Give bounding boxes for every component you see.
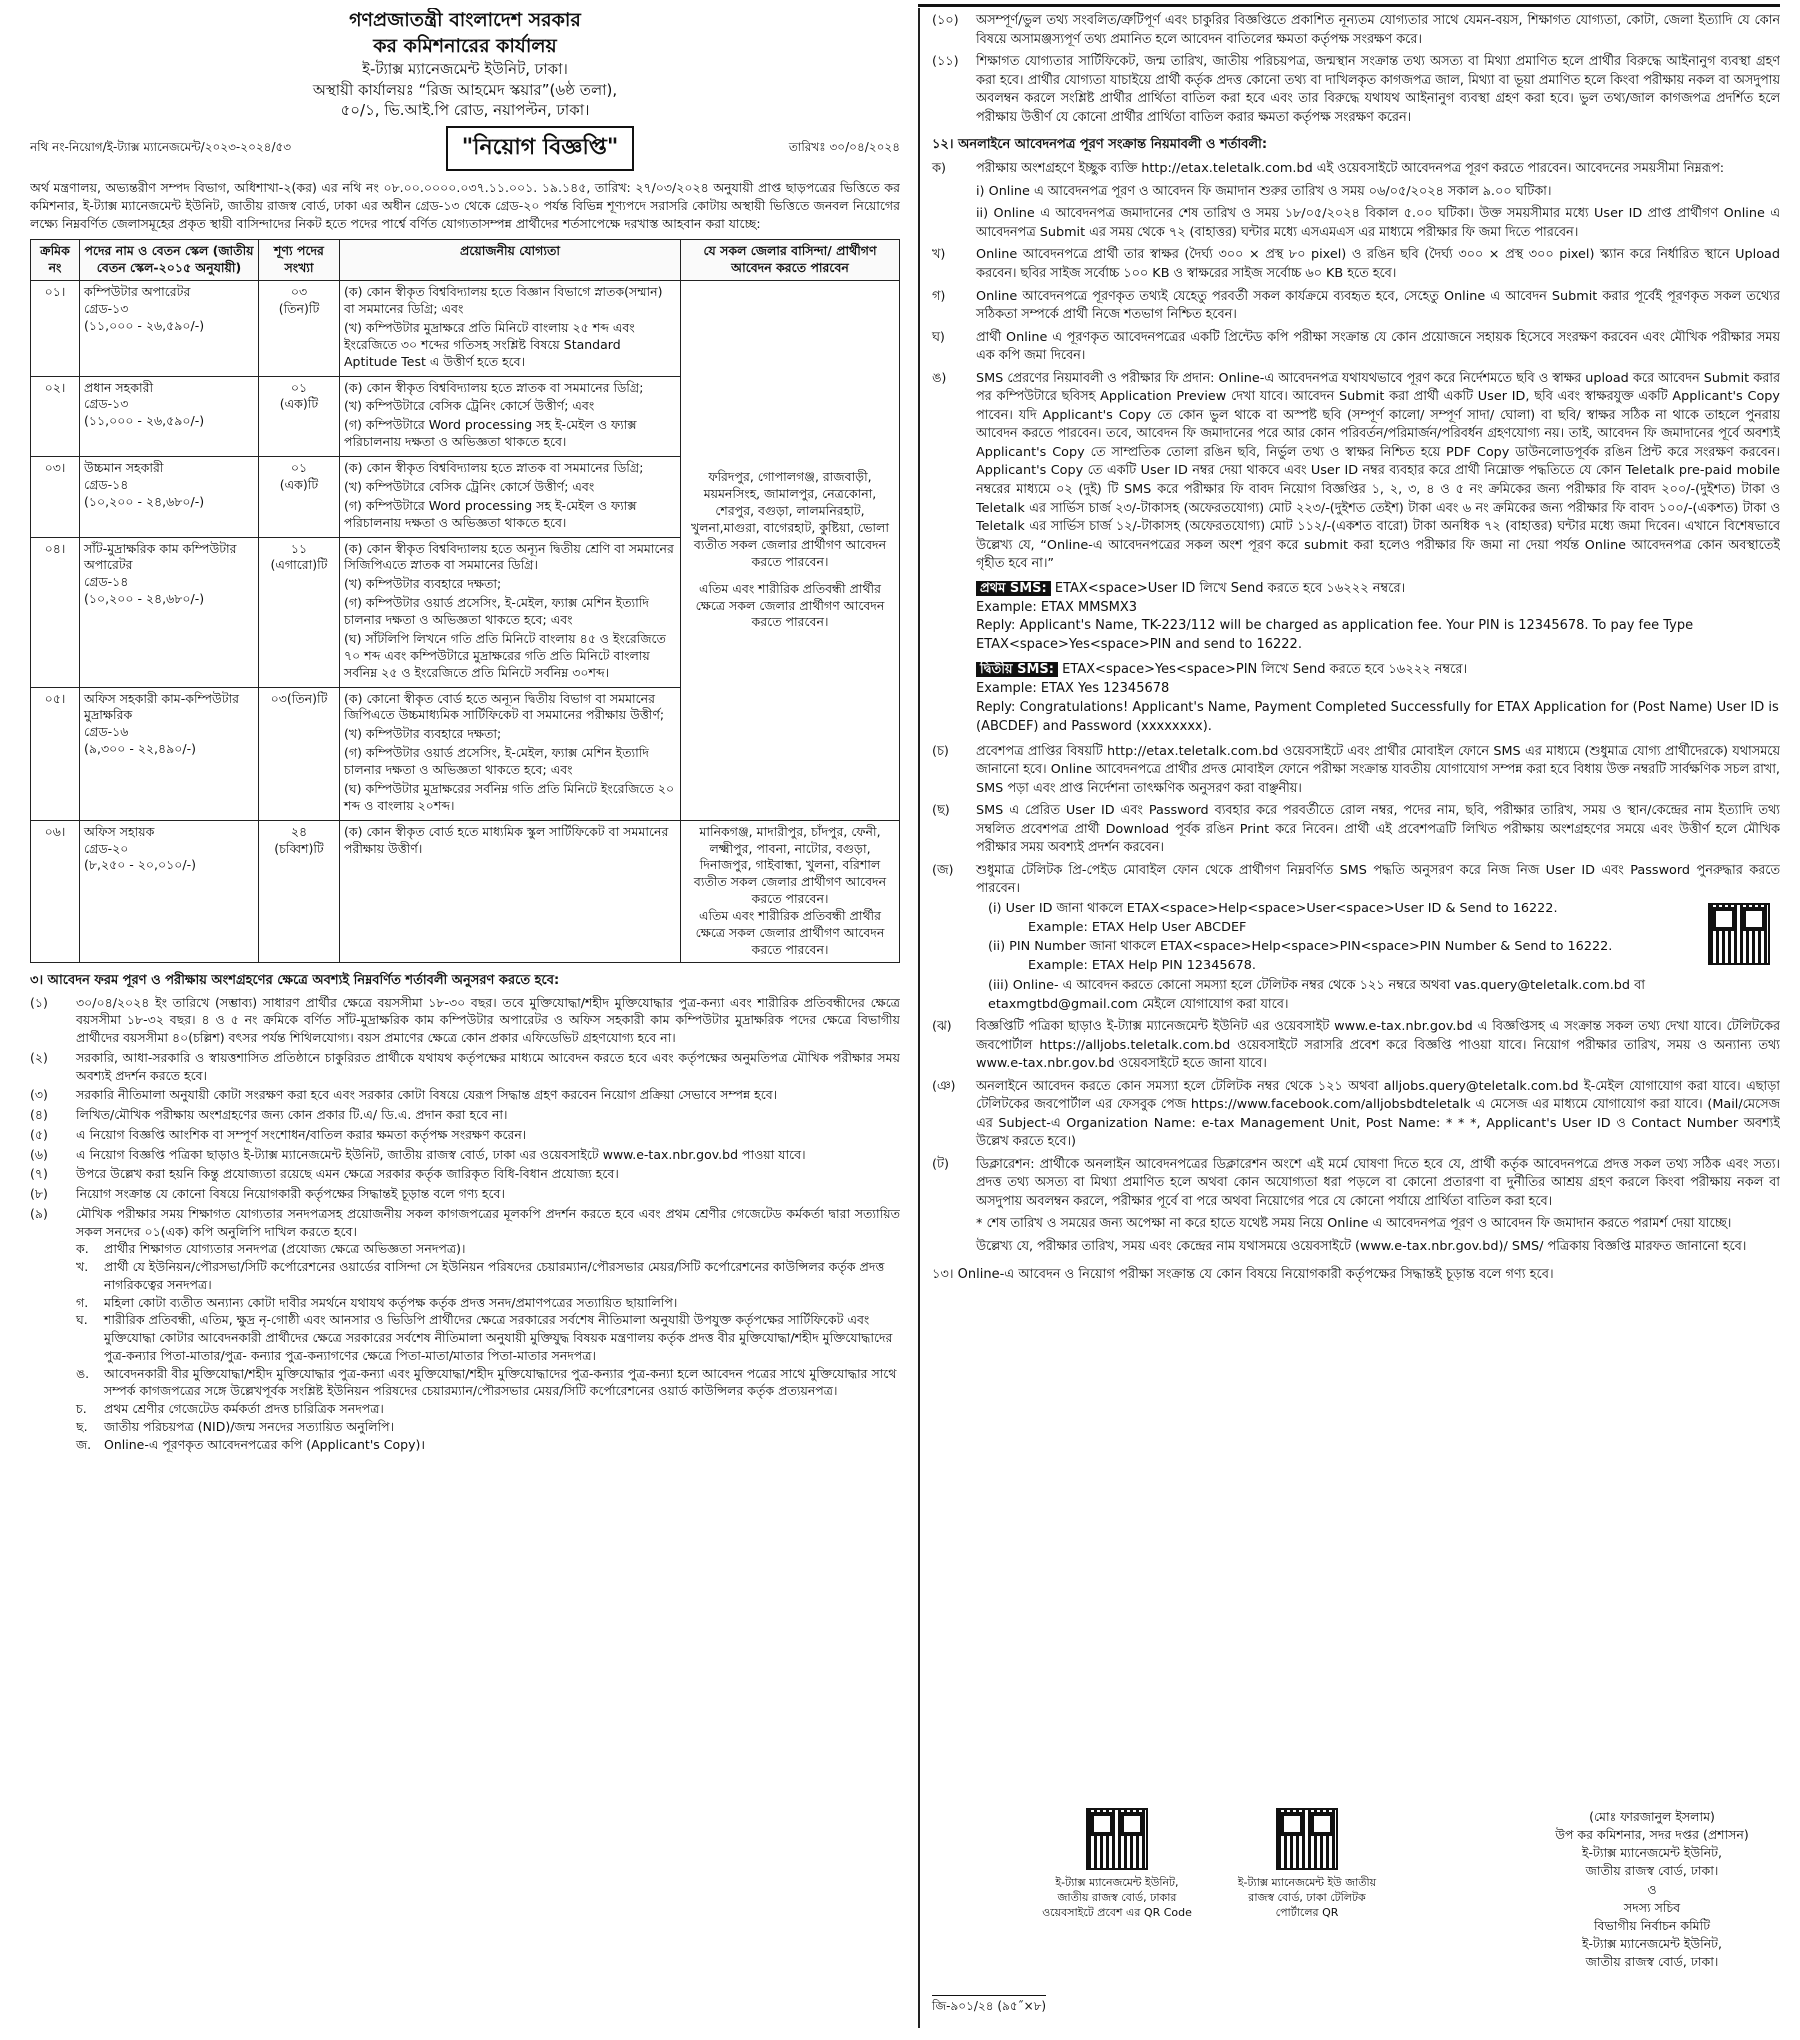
cell-post: [80, 537, 259, 687]
col-header-quals: প্রয়োজনীয় যোগ্যতা: [340, 240, 681, 281]
cell-districts: [681, 820, 900, 962]
item-text: প্রথম শ্রেণীর গেজেটেড কর্মকর্তা প্রদত্ত চারিত্রিক সনদপত্র।: [104, 1401, 384, 1417]
cell-count: [259, 281, 340, 376]
sms1-text: ETAX<space>User ID লিখে Send করতে হবে ১৬২২২ নম্বরে।: [1050, 580, 1406, 596]
cell-sl: [31, 281, 80, 376]
list-item: [932, 12, 1780, 49]
vacancy-count-words: (এগারো)টি: [270, 557, 328, 573]
header: [30, 8, 900, 120]
item-number: (৩): [30, 1087, 48, 1103]
item-ka-i: [932, 183, 1780, 202]
label: (ছ): [932, 803, 950, 819]
cell-quals: [340, 687, 681, 820]
item-umo: [932, 370, 1780, 574]
conditions-title: ৩। আবেদন ফরম পূরণ ও পরীক্ষায় অংশগ্রহণের ক্ষেত্রে অবশ্যই নিম্নবর্ণিত শর্তাবলী অনুসরণ করতে হবে:: [30, 972, 560, 988]
label: (জ): [932, 862, 954, 878]
qualification: (গ) কম্পিউটারে Word processing সহ ই-মেইল ও ফ্যাক্স পরিচালনায় দক্ষতা ও অভিজ্ঞতা থাকতে হবে।: [344, 497, 637, 530]
item-number: (৪): [30, 1107, 48, 1123]
post-name: প্রধান সহকারী: [84, 379, 154, 395]
vacancy-count-words: (তিন)টি: [278, 301, 320, 317]
pay-scale: (১০,২০০ - ২৪,৬৮০/-): [84, 493, 205, 509]
cell-quals: [340, 376, 681, 457]
label: (ট): [932, 1156, 949, 1172]
item-number: (৯): [30, 1205, 48, 1221]
vacancy-count: ০৩: [290, 284, 308, 300]
text: Online আবেদনপত্রে পূরণকৃত তথ্যই যেহেতু পরবর্তী সকল কার্যক্রমে ব্যবহৃত হবে, সেহেতু Online এ আবেদন Submit করার পূর্বেই পূরণকৃত সকল তথ্যের সঠিকতা সম্পর্কে প্রার্থী নিজে শতভাগ নিশ্চিত হবেন।: [976, 288, 1780, 323]
cell-count: [259, 376, 340, 457]
list-item: [30, 1146, 900, 1164]
item-number: (১): [30, 994, 48, 1010]
sig-line: বিভাগীয় নির্বাচন কমিটি: [1593, 1917, 1711, 1933]
qualification: (গ) কম্পিউটার ওয়ার্ড প্রসেসিং, ই-মেইল, ফ্যাক্স মেশিন ইত্যাদি চালনার দক্ষতা ও অভিজ্ঞতা থাকতে হবে; এবং: [344, 595, 649, 628]
item-ja: [932, 862, 1780, 899]
label: (ঞ): [932, 1078, 956, 1094]
ja-i-example: Example: ETAX Help User ABCDEF: [1028, 920, 1247, 936]
qualification: (ঘ) কম্পিউটার মুদ্রাক্ষরের সর্বনিম্ন গতি প্রতি মিনিটে ইংরেজিতে ২০ শব্দ ও বাংলায় ২০শব্দ।: [344, 780, 675, 813]
item-ka-ii: [932, 205, 1780, 242]
note-2: উল্লেখ্য যে, পরীক্ষার তারিখ, সময় এবং কেন্দ্রের নাম যথাসময়ে ওয়েবসাইটে (www.e-tax.nbr.gov.bd)/ SMS/ পত্রিকায় বিজ্ঞপ্তি মারফত জানানো হবে।: [976, 1239, 1747, 1255]
cell-sl: [31, 820, 80, 962]
post-name: উচ্চমান সহকারী: [84, 460, 164, 476]
item-number: (১০): [932, 13, 959, 28]
list-item: [30, 1086, 900, 1104]
pay-scale: (৯,৩০০ - ২২,৪৯০/-): [84, 741, 196, 757]
post-name: অফিস সহায়ক: [84, 823, 155, 839]
sig-line: ই-ট্যাক্স ম্যানেজমেন্ট ইউনিট,: [1582, 1845, 1722, 1861]
sms2-tag: দ্বিতীয় SMS:: [976, 662, 1058, 677]
qualification: (ক) কোন স্বীকৃত বিশ্ববিদ্যালয় হতে অন্যূন দ্বিতীয় শ্রেণি বা সমমানের সিজিপিএতে স্নাতক বা সমমানের ডিগ্রি।: [344, 540, 674, 573]
item-text: প্রার্থীর শিক্ষাগত যোগ্যতার সনদপত্র (প্রযোজ্য ক্ষেত্রে অভিজ্ঞতা সনদপত্র)।: [104, 1241, 466, 1257]
cell-count: [259, 687, 340, 820]
text: পরীক্ষায় অংশগ্রহণে ইচ্ছুক ব্যক্তি http://etax.teletalk.com.bd এই ওয়েবসাইটে আবেদনপত্র পূরণ করতে পারবেন। আবেদনের সময়সীমা নিম্নরূপ:: [976, 161, 1725, 177]
cell-sl: [31, 457, 80, 538]
item-text: ৩০/০৪/২০২৪ ইং তারিখে (সম্ভাব্য) সাধারণ প্রার্থীর ক্ষেত্রে বয়সসীমা ১৮-৩০ বছর। তবে মুক্তিযোদ্ধা/শহীদ মুক্তিযোদ্ধার পুত্র-কন্যা এবং শারীরিক প্রতিবন্ধীদের ক্ষেত্রে বয়সসীমা ১৮-৩২ বছর। ৪ ও ৫ নং ক্রমিকে বর্ণিত সাঁট-মুদ্রাক্ষরিক কাম কম্পিউটার অপারেটর ও অফিস সহকারী কাম কম্পিউটার মুদ্রাক্ষরিক পদের ক্ষেত্রে বিভাগীয় প্রার্থীদের বয়সসীমা ৪০(চল্লিশ) বৎসর পর্যন্ত শিথিলযোগ্য। বয়স প্রমাণের ক্ষেত্রে কোন প্রকার এফিডেভিট গ্রহণযোগ্য হবে না।: [76, 994, 900, 1046]
text: Online আবেদনপত্রে প্রার্থী তার স্বাক্ষর (দৈর্ঘ্য ৩০০ × প্রস্থ ৮০ pixel) ও রঙিন ছবি (দৈর্ঘ্য ৩০০ × প্রস্থ ৩০০ pixel) স্ক্যান করে নির্ধারিত স্থানে Upload করবেন। ছবির সাইজ সর্বোচ্চ ১০০ KB ও স্বাক্ষরের সাইজ সর্বোচ্চ ৬০ KB হতে হবে।: [976, 247, 1780, 282]
item-gha: [932, 329, 1780, 366]
vacancy-count: ০১: [290, 460, 308, 476]
section-12-title: ১২। অনলাইনে আবেদনপত্র পূরণ সংক্রান্ত নিয়মাবলী ও শর্তাবলী:: [932, 137, 1268, 153]
list-item: [30, 1165, 900, 1183]
text: ii) Online এ আবেদনপত্র জমাদানের শেষ তারিখ ও সময় ১৮/০৫/২০২৪ বিকাল ৫.০০ ঘটিকা। উক্ত সময়সীমার মধ্যে User ID প্রাপ্ত প্রার্থীগণ Online এ আবেদনপত্র Submit এর সময় থেকে ৭২ (বাহাত্তর) ঘন্টার মধ্যে এসএমএস এর মাধ্যমে পরীক্ষার ফি জমা দিতে পারবেন।: [976, 206, 1780, 240]
sms1-reply: Reply: Applicant's Name, TK-223/112 will be charged as application fee. Your PIN is 12345678. To pay fee Type ETAX<space>Yes<space>PIN and send to 16222.: [976, 618, 1694, 653]
ad-code: জি-৯০১/২৪ (৯৫˝×৮): [932, 1995, 1046, 2018]
item-text: মৌখিক পরীক্ষার সময় শিক্ষাগত যোগ্যতার সনদপত্রসহ প্রয়োজনীয় সকল কাগজপত্রের মূলকপি প্রদর্শন করতে হবে এবং প্রথম শ্রেণীর গেজেটেড কর্মকর্তা দ্বারা সত্যায়িত সকল সনদের ০১(এক) কপি অনুলিপি দাখিল করতে হবে।: [76, 1205, 900, 1239]
item-number: (১১): [932, 54, 959, 70]
item-text: উপরে উল্লেখ করা হয়নি কিন্তু প্রযোজ্যতা রয়েছে এমন ক্ষেত্রে সরকার কর্তৃক জারিকৃত বিধি-বিধান প্রযোজ্য হবে।: [76, 1166, 619, 1182]
ja-ii-example: Example: ETAX Help PIN 12345678.: [1028, 958, 1256, 974]
vacancy-count: ১১: [290, 540, 308, 556]
pay-scale: (১১,০০০ - ২৬,৫৯০/-): [84, 317, 205, 333]
posts-table: [30, 239, 900, 962]
header-line4: অস্থায়ী কার্যালয়ঃ “রিজ আহমেদ স্কয়ার”(৬ষ্ঠ তলা),: [312, 80, 618, 99]
conditions-list: [30, 994, 900, 1241]
qualification: (খ) কম্পিউটার ব্যবহারে দক্ষতা;: [344, 726, 502, 742]
post-name: অফিস সহকারী কাম-কম্পিউটার মুদ্রাক্ষরিক: [84, 690, 240, 723]
sms1-tag: প্রথম SMS:: [976, 581, 1051, 596]
qr1-caption: ই-ট্যাক্স ম্যানেজমেন্ট ইউনিট, জাতীয় রাজস্ব বোর্ড, ঢাকার ওয়েবসাইটে প্রবেশ এর QR Code: [1042, 1876, 1192, 1919]
item-text: সরকারি নীতিমালা অনুযায়ী কোটা সংরক্ষণ করা হবে এবং সরকার কোটা বিষয়ে যেরূপ সিদ্ধান্ত গ্রহণ করবেন নিয়োগ প্রক্রিয়া সেভাবে সম্পন্ন হবে।: [76, 1087, 778, 1103]
item-number: ঙ.: [76, 1365, 90, 1381]
col-header-count: শূণ্য পদের সংখ্যা: [259, 240, 340, 281]
cell-quals: [340, 281, 681, 376]
cell-count: [259, 537, 340, 687]
sig-line: জাতীয় রাজস্ব বোর্ড, ঢাকা।: [1585, 1863, 1719, 1879]
districts-text: ফরিদপুর, গোপালগঞ্জ, রাজবাড়ী, ময়মনসিংহ, জামালপুর, নেত্রকোনা, শেরপুর, বগুড়া, লালমনিরহাট, খুলনা,মাগুরা, বাগেরহাট, কুষ্টিয়া, ভোলা ব্যতীত সকল জেলার প্রার্থীগণ আবেদন করতে পারবেন।: [690, 469, 889, 569]
serial: ০৪।: [44, 540, 66, 556]
item-text: জাতীয় পরিচয়পত্র (NID)/জন্ম সনদের সত্যায়িত অনুলিপি।: [104, 1418, 395, 1434]
post-grade: গ্রেড-১৪: [84, 476, 129, 492]
cell-sl: [31, 687, 80, 820]
text: i) Online এ আবেদনপত্র পূরণ ও আবেদন ফি জমাদান শুরুর তারিখ ও সময় ০৬/০৫/২০২৪ সকাল ৯.০০ ঘটিকা।: [976, 183, 1552, 199]
list-item: [76, 1258, 900, 1294]
item-text: শারীরিক প্রতিবন্ধী, এতিম, ক্ষুদ্র নৃ-গোষ্ঠী এবং আনসার ও ভিডিপি প্রার্থীদের ক্ষেত্রে সরকারের সর্বশেষ নীতিমালা অনুযায়ী উপযুক্ত কর্তৃপক্ষের সার্টিফিকেট এবং মুক্তিযোদ্ধা কোটার আবেদনকারী প্রার্থীদের ক্ষেত্রে সরকারের সর্বশেষ নীতিমালা অনুযায়ী মুক্তিযুদ্ধ বিষয়ক মন্ত্রণালয় কর্তৃক প্রদত্ত বীর মুক্তিযোদ্ধা/শহীদ মুক্তিযোদ্ধাদের পুত্র-কন্যার পিতা-মাতার/পুত্র- কন্যার পুত্র-কন্যাগণের ক্ষেত্রে পিতা-মাতা/মাতার পিতা-মাতার সনদপত্র।: [104, 1312, 893, 1363]
item-text: সরকারি, আধা-সরকারি ও স্বায়ত্তশাসিত প্রতিষ্ঠানে চাকুরিরত প্রার্থীকে যথাযথ কর্তৃপক্ষের মাধ্যমে আবেদন করতে হবে এবং কর্তৃপক্ষের অনুমতিপত্র মৌখিক পরীক্ষার সময় অবশ্যই প্রদর্শন করতে হবে।: [76, 1049, 900, 1083]
qualification: (ক) কোন স্বীকৃত বিশ্ববিদ্যালয় হতে স্নাতক বা সমমানের ডিগ্রি;: [344, 379, 644, 395]
item-number: (২): [30, 1049, 48, 1065]
qr-code-icon: [1708, 903, 1770, 965]
item-text: Online-এ পূরণকৃত আবেদনপত্রের কপি (Applicant's Copy)।: [104, 1436, 426, 1452]
districts-note: এতিম এবং শারীরিক প্রতিবন্ধী প্রার্থীর ক্ষেত্রে সকল জেলার প্রার্থীগণ আবেদন করতে পারবেন।: [695, 580, 885, 630]
item-ka: [932, 160, 1780, 179]
cell-post: [80, 281, 259, 376]
item-number: ক.: [76, 1241, 89, 1257]
label: ক): [932, 161, 946, 177]
label: ঘ): [932, 329, 945, 345]
sms1-example: Example: ETAX MMSMX3: [976, 599, 1138, 615]
list-item: [932, 53, 1780, 127]
post-grade: গ্রেড-২০: [84, 840, 129, 856]
item-text: এ নিয়োগ বিজ্ঞপ্তি পত্রিকা ছাড়াও ই-ট্যাক্স ম্যানেজমেন্ট ইউনিট, জাতীয় রাজস্ব বোর্ড, ঢাকা এর ওয়েবসাইটে www.e-tax.nbr.gov.bd পাওয়া যাবে।: [76, 1146, 806, 1162]
districts-note: এতিম এবং শারীরিক প্রতিবন্ধী প্রার্থীর ক্ষেত্রে সকল জেলার প্রার্থীগণ আবেদন করতে পারবেন।: [695, 908, 885, 957]
label: (চ): [932, 743, 949, 759]
header-line1: গণপ্রজাতন্ত্রী বাংলাদেশ সরকার: [349, 9, 581, 31]
item-number: জ.: [76, 1436, 92, 1452]
post-name: কম্পিউটার অপারেটর: [84, 284, 191, 300]
sms2-example: Example: ETAX Yes 12345678: [976, 680, 1170, 696]
list-item: [76, 1311, 900, 1364]
qr-block-1: [1042, 1808, 1192, 1921]
post-grade: গ্রেড-১৩: [84, 301, 129, 317]
cell-sl: [31, 537, 80, 687]
notice-date: তারিখঃ ৩০/০৪/২০২৪: [788, 139, 900, 154]
conditions-continued: [932, 12, 1780, 127]
cell-post: [80, 687, 259, 820]
sig-line: উপ কর কমিশনার, সদর দপ্তর (প্রশাসন): [1555, 1827, 1749, 1843]
conditions-sublist: [30, 1240, 900, 1453]
list-item: [76, 1436, 900, 1454]
list-item: [76, 1365, 900, 1401]
qualification: (ক) কোন স্বীকৃত বিশ্ববিদ্যালয় হতে স্নাতক বা সমমানের ডিগ্রি;: [344, 460, 644, 476]
item-number: (৫): [30, 1126, 48, 1142]
vacancy-count-words: (এক)টি: [279, 396, 319, 412]
note-1: * শেষ তারিখ ও সময়ের জন্য অপেক্ষা না করে হাতে যথেষ্ট সময় নিয়ে Online এ আবেদনপত্র পূরণ ও আবেদন ফি জমাদান করতে পরামর্শ দেয়া যাচ্ছে।: [976, 1216, 1732, 1232]
text: SMS এ প্রেরিত User ID এবং Password ব্যবহার করে পরবর্তীতে রোল নম্বর, পদের নাম, ছবি, পরীক্ষার তারিখ, সময় ও স্থান/কেন্দ্রের নাম ইত্যাদি তথ্য সম্বলিত প্রবেশপত্র প্রার্থী Download পূর্বক রঙিন Print করে নিবেন। প্রার্থী এই প্রবেশপত্রটি লিখিত পরীক্ষায় অংশগ্রহণের সময়ে এবং উত্তীর্ণ হলে মৌখিক পরীক্ষার সময় অবশ্যই প্রদর্শন করবেন।: [976, 803, 1780, 856]
item-ga: [932, 288, 1780, 325]
label: গ): [932, 288, 946, 304]
ja-block: [932, 899, 1780, 1014]
text: শুধুমাত্র টেলিটক প্রি-পেইড মোবাইল ফোন থেকে প্রার্থীগণ নিম্নবর্ণিত SMS পদ্ধতি অনুসরণ করে নিজ নিজ User ID এবং Password পুনরুদ্ধার করতে পারবেন।: [976, 862, 1780, 897]
sms-second: [976, 661, 1780, 736]
qualification: (গ) কম্পিউটারে Word processing সহ ই-মেইল ও ফ্যাক্স পরিচালনায় দক্ষতা ও অভিজ্ঞতা থাকতে হবে।: [344, 417, 637, 450]
sig-line: ই-ট্যাক্স ম্যানেজমেন্ট ইউনিট,: [1582, 1935, 1722, 1951]
text: SMS প্রেরণের নিয়মাবলী ও পরীক্ষার ফি প্রদান: Online-এ আবেদনপত্র যথাযথভাবে পূরণ করে নির্দেশমতে ছবি ও স্বাক্ষর upload করে আবেদন Submit করার পর কম্পিউটারে ছবিসহ Application Preview দেখা যাবে। আবেদন Submit করা প্রার্থী একটি User ID, ছবি এবং স্বাক্ষরযুক্ত একটি Applicant's Copy পাবেন। যদি Applicant's Copy তে কোন ভুল থাকে বা অস্পষ্ট ছবি (সম্পূর্ণ কালো/ সম্পূর্ণ সাদা/ ঘোলা) বা ছবি/ স্বাক্ষর সঠিক না থাকে তাহলে পুনরায় আবেদন করতে পারবেন। তবে, আবেদন ফি জমাদানের পরে আর কোন পরিবর্তন/পরিমার্জন/পরিবর্ধন গ্রহণযোগ্য নয়। তাই, আবেদন ফি জমাদানের পূর্বে অবশ্যই Applicant's Copy তে সাম্প্রতিক তোলা রঙিন ছবি, নির্ভুল তথ্য ও স্বাক্ষর নিশ্চিত হয়ে PDF Copy ডাউনলোডপূর্বক রঙিন প্রিন্ট করে সংরক্ষণ করবেন। Applicant's Copy তে একটি User ID নম্বর দেয়া থাকবে এবং User ID নম্বর ব্যবহার করে প্রার্থী নিম্নোক্ত পদ্ধতিতে যে কোন Teletalk pre-paid mobile নম্বরের মাধ্যমে ০২ (দুই) টি SMS করে পরীক্ষার ফি বাবদ নিয়োগ বিজ্ঞপ্তির ১, ২, ৩, ৪ ও ৫ নং ক্রমিকের জন্য পরীক্ষার ফি বাবদ ২০০/-(দুইশত) টাকা ও Teletalk এর সার্ভিস চার্জ ২৩/-টাকাসহ (অফেরতযোগ্য) মোট ২২৩/-(দুইশত তেইশ) টাকা এবং ৬ নং ক্রমিকের জন্য পরীক্ষার ফি বাবদ ১০০/-(একশত) টাকা ও Teletalk এর সার্ভিস চার্জ ১২/-টাকাসহ (অফেরতযোগ্য) মোট ১১২/-(একশত বারো) টাকা অনধিক ৭২ (বাহাত্তর) ঘন্টার মধ্যে জমা দিবেন। এখানে বিশেষভাবে উল্লেখ্য যে, “Online-এ আবেদনপত্রের সকল অংশ পূরণ করে submit করা হলেও পরীক্ষার ফি জমা না দেয়া পর্যন্ত Online আবেদনপত্র কোন অবস্থাতেই গৃহীত হবে না।”: [976, 370, 1780, 572]
memo-row: [30, 126, 900, 171]
item-text: অসম্পূর্ণ/ভুল তথ্য সংবলিত/ত্রুটিপূর্ণ এবং চাকুরির বিজ্ঞপ্তিতে প্রকাশিত নূন্যতম যোগ্যতার সাথে যেমন-বয়স, শিক্ষাগত যোগ্যতা, কোটা, জেলা ইত্যাদি যে কোন বিষয়ে অসামঞ্জস্যপূর্ণ তথ্য প্রমানিত হলে আবেদন বাতিলের ক্ষমতা কর্তৃপক্ষ সংরক্ষণ করে।: [976, 13, 1780, 47]
serial: ০৫।: [44, 690, 66, 706]
list-item: [30, 1106, 900, 1124]
qualification: (খ) কম্পিউটারে বেসিক ট্রেনিং কোর্সে উত্তীর্ণ; এবং: [344, 398, 595, 414]
qr-code-icon: [1276, 1808, 1338, 1870]
notice-title: "নিয়োগ বিজ্ঞপ্তি": [446, 126, 635, 171]
section-13: ১৩। Online-এ আবেদন ও নিয়োগ পরীক্ষা সংক্রান্ত যে কোন বিষয়ে নিয়োগকারী কর্তৃপক্ষের সিদ্ধান্তই চূড়ান্ত বলে গণ্য হবে।: [932, 1266, 1554, 1282]
sms2-text: ETAX<space>Yes<space>PIN লিখে Send করতে হবে ১৬২২২ নম্বরে।: [1057, 662, 1468, 678]
serial: ০১।: [44, 284, 66, 300]
text: বিজ্ঞপ্তিটি পত্রিকা ছাড়াও ই-ট্যাক্স ম্যানেজমেন্ট ইউনিট এর ওয়েবসাইট www.e-tax.nbr.gov.bd এ বিজ্ঞপ্তিসহ এ সংক্রান্ত সকল তথ্য দেখা যাবে। টেলিটকের জবপোর্টাল https://alljobs.teletalk.com.bd ওয়েবসাইটে সরাসরি প্রবেশ করে বিজ্ঞপ্তি পাওয়া যাবে। নিয়োগ পরীক্ষার তারিখ, সময় ও অন্যান্য তথ্য www.e-tax.nbr.gov.bd ওয়েবসাইটে হতে জানা যাবে।: [976, 1019, 1780, 1072]
item-text: মহিলা কোটা ব্যতীত অন্যান্য কোটা দাবীর সমর্থনে যথাযথ কর্তৃপক্ষ কর্তৃক প্রদত্ত সনদ/প্রমাণপত্রের সত্যায়িত ছায়ালিপি।: [104, 1294, 678, 1310]
qualification: (খ) কম্পিউটার ব্যবহারে দক্ষতা;: [344, 576, 502, 592]
item-number: ছ.: [76, 1418, 88, 1434]
qr2-caption: ই-ট্যাক্স ম্যানেজমেন্ট ইউ জাতীয় রাজস্ব বোর্ড, ঢাকা টেলিটক পোর্টালের QR: [1237, 1876, 1377, 1919]
item-nya: [932, 1078, 1780, 1152]
intro-paragraph: অর্থ মন্ত্রণালয়, অভ্যন্তরীণ সম্পদ বিভাগ, অধিশাখা-২(কর) এর নথি নং ০৮.০০.০০০০.০৩৭.১১.০০১. ১৯.১৪৫, তারিখ: ২৭/০৩/২০২৪ অনুযায়ী প্রাপ্ত ছাড়পত্রের ভিত্তিতে কর কমিশনার, ই-ট্যাক্স ম্যানেজমেন্ট ইউনিট, জাতীয় রাজস্ব বোর্ড, ঢাকা এর অধীন গ্রেড-১৩ থেকে গ্রেড-২০ পর্যন্ত বিভিন্ন শূণ্যপদে সরাসরি কোটায় অস্থায়ী ভিত্তিতে জনবল নিয়োগের লক্ষ্যে নিম্নবর্ণিত জেলাসমূহের প্রকৃত স্থায়ী বাসিন্দাদের নিকট হতে পদের পার্শ্বে বর্ণিত যোগ্যতাসম্পন্ন প্রার্থীদের শর্তসাপেক্ষে দরখাস্ত আহবান করা যাচ্ছে:: [30, 180, 900, 232]
col-header-sl: ক্রমিক নং: [31, 240, 80, 281]
item-number: ঘ.: [76, 1312, 88, 1328]
cell-post: [80, 457, 259, 538]
item-number: (৬): [30, 1146, 48, 1162]
vacancy-count: ২৪: [290, 823, 308, 839]
cell-sl: [31, 376, 80, 457]
cell-quals: [340, 820, 681, 962]
qualification: (ক) কোন স্বীকৃত বিশ্ববিদ্যালয় হতে বিজ্ঞান বিভাগে স্নাতক(সম্মান) বা সমমানের ডিগ্রি; এবং: [344, 284, 663, 317]
table-row: [31, 281, 900, 376]
item-number: খ.: [76, 1259, 89, 1275]
ja-i: (i) User ID জানা থাকলে ETAX<space>Help<space>User<space>User ID & Send to 16222.: [988, 900, 1558, 916]
footer: [932, 1808, 1780, 2018]
qualification: (ঘ) সাঁটলিপি লিখনে গতি প্রতি মিনিটে বাংলায় ৪৫ ও ইংরেজিতে ৭০ শব্দ এবং কম্পিউটারে মুদ্রাক্ষরের গতি প্রতি মিনিটে বাংলায় সর্বনিম্ন ২৫ ও ইংরেজিতে প্রতি মিনিটে সর্বনিম্ন ৩০শব্দ।: [344, 630, 666, 680]
table-header-row: [31, 240, 900, 281]
item-number: (৮): [30, 1186, 48, 1202]
vacancy-count: ০৩(তিন)টি: [270, 690, 328, 706]
ja-iii: (iii) Online- এ আবেদন করতে কোনো সমস্যা হলে টেলিটক নম্বর থেকে ১২১ নম্বরে অথবা vas.query@teletalk.com.bd বা etaxmgtbd@gmail.com মেইলে যোগাযোগ করা যাবে।: [988, 977, 1645, 1012]
cell-count: [259, 457, 340, 538]
pay-scale: (১১,০০০ - ২৬,৫৯০/-): [84, 413, 205, 429]
ja-ii: (ii) PIN Number জানা থাকলে ETAX<space>Help<space>PIN<space>PIN Number & Send to 16222.: [988, 939, 1613, 955]
qr-block-2: [1232, 1808, 1382, 1921]
list-item: [30, 1185, 900, 1203]
qualification: (ক) কোন স্বীকৃত বোর্ড হতে মাধ্যমিক স্কুল সার্টিফিকেট বা সমমানের পরীক্ষায় উত্তীর্ণ।: [344, 823, 669, 856]
text: ডিক্লারেশন: প্রার্থীকে অনলাইন আবেদনপত্রের ডিক্লারেশন অংশে এই মর্মে ঘোষণা দিতে হবে যে, প্রার্থী কর্তৃক আবেদনপত্রে প্রদত্ত সকল তথ্য সঠিক এবং সত্য। প্রদত্ত তথ্য অসত্য বা মিথ্যা প্রমাণিত হলে অথবা কোন অযোগ্যতা ধরা পড়লে বা কোনো প্রতারণা বা দুর্নীতির আশ্রয় গ্রহণ করলে কিংবা পরীক্ষায় নকল বা অসদুপায় অবলম্বন করলে, পরীক্ষার পূর্বে বা পরে অথবা নিয়োগের পরে যে কোনো পর্যায়ে প্রার্থিতা বাতিল করা হবে।: [976, 1156, 1780, 1209]
text: প্রবেশপত্র প্রাপ্তির বিষয়টি http://etax.teletalk.com.bd ওয়েবসাইটে এবং প্রার্থীর মোবাইল ফোনে SMS এর মাধ্যমে (শুধুমাত্র যোগ্য প্রার্থীদেরকে) যথাসময়ে জানানো হবে। Online আবেদনপত্রে প্রার্থীর প্রদত্ত মোবাইল ফোনে পরীক্ষা সংক্রান্ত যাবতীয় যোগাযোগ সম্পন্ন করা হবে বিধায় উক্ত নম্বরটি সার্বক্ষণিক সচল রাখা, SMS পড়া এবং প্রাপ্ত নির্দেশনা তাৎক্ষণিক অনুসরণ করা বাঞ্ছনীয়।: [976, 743, 1780, 796]
pay-scale: (৮,২৫০ - ২০,০১০/-): [84, 857, 196, 873]
label: ঙ): [932, 370, 947, 386]
post-grade: গ্রেড-১৬: [84, 724, 129, 740]
col-header-post: পদের নাম ও বেতন স্কেল (জাতীয় বেতন স্কেল-২০১৫ অনুযায়ী): [80, 240, 259, 281]
cell-quals: [340, 537, 681, 687]
list-item: [76, 1240, 900, 1258]
sig-line: ও: [1647, 1881, 1657, 1897]
col-header-districts: যে সকল জেলার বাসিন্দা/ প্রার্থীগণ আবেদন করতে পারবেন: [681, 240, 900, 281]
right-column: [918, 8, 1780, 2028]
item-text: লিখিত/মৌখিক পরীক্ষায় অংশগ্রহণের জন্য কোন প্রকার টি.এ/ ডি.এ. প্রদান করা হবে না।: [76, 1107, 508, 1123]
cell-post: [80, 376, 259, 457]
cell-count: [259, 820, 340, 962]
label: (ঝ): [932, 1019, 952, 1035]
serial: ০৩।: [44, 460, 66, 476]
sig-line: সদস্য সচিব: [1623, 1899, 1681, 1915]
item-text: প্রার্থী যে ইউনিয়ন/পৌরসভা/সিটি কর্পোরেশনের ওয়ার্ডের বাসিন্দা সে ইউনিয়ন পরিষদের চেয়ারম্যান/পৌরসভার মেয়র/সিটি কর্পোরেশনের কাউন্সিলর কর্তৃক প্রদত্ত নাগরিকত্বের সনদপত্র।: [104, 1259, 885, 1292]
sms2-reply: Reply: Congratulations! Applicant's Name, Payment Completed Successfully for ETAX Application for (Post Name) User ID is (ABCDEF) and Password (xxxxxxxx).: [976, 699, 1779, 734]
vacancy-count: ০১: [290, 379, 308, 395]
list-item: [30, 994, 900, 1047]
sig-line: জাতীয় রাজস্ব বোর্ড, ঢাকা।: [1585, 1954, 1719, 1969]
serial: ০২।: [44, 379, 66, 395]
qualification: (খ) কম্পিউটারে বেসিক ট্রেনিং কোর্সে উত্তীর্ণ; এবং: [344, 478, 595, 494]
signature-block: [1522, 1808, 1780, 1971]
list-item: [76, 1400, 900, 1418]
item-cha: [932, 743, 1780, 799]
districts-text: মানিকগঞ্জ, মাদারীপুর, চাঁদপুর, ফেনী, লক্ষ্মীপুর, পাবনা, নাটোর, বগুড়া, দিনাজপুর, গাইবান্ধা, খুলনা, বরিশাল ব্যতীত সকল জেলার প্রার্থীগণ আবেদন করতে পারবেন।: [693, 823, 887, 907]
vacancy-count-words: (এক)টি: [279, 476, 319, 492]
item-text: আবেদনকারী বীর মুক্তিযোদ্ধা/শহীদ মুক্তিযোদ্ধার পুত্র-কন্যা এবং মুক্তিযোদ্ধা/শহীদ মুক্তিযোদ্ধাদের পুত্র-কন্যার পুত্র-কন্যা হলে আবেদন পত্রের সাথে মুক্তিযোদ্ধার সাথে সম্পর্ক কাগজপত্রের সঙ্গে উল্লেখপূর্বক সংশ্লিষ্ট ইউনিয়ন পরিষদের চেয়ারম্যান/পৌরসভার মেয়র/সিটি কর্পোরেশনের ওয়ার্ড কাউন্সিলর কর্তৃক প্রত্যয়নপত্র।: [104, 1365, 897, 1399]
cell-districts: [681, 281, 900, 821]
cell-quals: [340, 457, 681, 538]
left-column: [30, 8, 900, 2028]
top-rule: [918, 4, 1780, 7]
pay-scale: (১০,২০০ - ২৪,৬৮০/-): [84, 591, 205, 607]
qr-code-icon: [1086, 1808, 1148, 1870]
memo-number: নথি নং-নিয়োগ/ই-ট্যাক্স ম্যানেজমেন্ট/২০২৩-২০২৪/৫৩: [30, 139, 292, 154]
list-item: [76, 1418, 900, 1436]
list-item: [30, 1205, 900, 1241]
item-number: গ.: [76, 1294, 89, 1310]
list-item: [76, 1294, 900, 1312]
post-grade: গ্রেড-১৩: [84, 396, 129, 412]
header-line5: ৫০/১, ভি.আই.পি রোড, নয়াপল্টন, ঢাকা।: [340, 100, 590, 119]
item-text: এ নিয়োগ বিজ্ঞপ্তি আংশিক বা সম্পূর্ণ সংশোধন/বাতিল করার ক্ষমতা কর্তৃপক্ষ সংরক্ষণ করেন।: [76, 1126, 527, 1142]
list-item: [30, 1049, 900, 1085]
table-row: [31, 820, 900, 962]
item-chha: [932, 802, 1780, 858]
qualification: (ক) কোনো স্বীকৃত বোর্ড হতে অন্যূন দ্বিতীয় বিভাগ বা সমমানের জিপিএতে উচ্চমাধ্যমিক সার্টিফিকেট বা সমমানের পরীক্ষায় উত্তীর্ণ;: [344, 690, 665, 723]
text: প্রার্থী Online এ পূরণকৃত আবেদনপত্রের একটি প্রিন্টেড কপি পরীক্ষা সংক্রান্ত যে কোন প্রয়োজনে সহায়ক হিসেবে সংরক্ষণ করবেন এবং মৌখিক পরীক্ষার সময় এক কপি জমা দিবেন।: [976, 329, 1780, 364]
post-name: সাঁট-মুদ্রাক্ষরিক কাম কম্পিউটার অপারেটর: [84, 540, 237, 573]
item-text: শিক্ষাগত যোগ্যতার সার্টিফিকেট, জন্ম তারিখ, জাতীয় পরিচয়পত্র, জন্মস্থান সংক্রান্ত তথ্য অসত্য বা মিথ্যা প্রমাণিত হলে প্রার্থীর বিরুদ্ধে আইনানুগ ব্যবস্থা গ্রহণ করা হবে। প্রার্থীর যোগ্যতা যাচাইয়ে প্রার্থী কর্তৃক প্রদত্ত কোনো তথ্য বা দাখিলকৃত কাগজপত্র জাল, মিথ্যা বা ভূয়া প্রমাণিত হলে কিংবা পরীক্ষায় নকল বা অসদুপায় অবলম্বন করলে সংশ্লিষ্ট প্রার্থীর প্রার্থিতা বাতিল করা হবে এবং তার বিরুদ্ধে যথাযথ আইনানুগ ব্যবস্থা গ্রহণ করা হবে। ভুল তথ্য/জাল কাগজপত্র প্রদর্শিত হলে পরীক্ষায় উত্তীর্ণ যে কোনো প্রার্থীর প্রার্থিতা বাতিল করার ক্ষমতা কর্তৃপক্ষ সংরক্ষণ করেন।: [976, 54, 1780, 125]
item-number: (৭): [30, 1166, 48, 1182]
item-number: চ.: [76, 1401, 87, 1417]
qualification: (গ) কম্পিউটার ওয়ার্ড প্রসেসিং, ই-মেইল, ফ্যাক্স মেশিন ইত্যাদি চালনার দক্ষতা ও অভিজ্ঞতা থাকতে হবে; এবং: [344, 745, 649, 778]
sig-name: (মোঃ ফারজানুল ইসলাম): [1589, 1809, 1715, 1824]
list-item: [30, 1126, 900, 1144]
vacancy-count-words: (চব্বিশ)টি: [274, 840, 324, 856]
sms-first: [976, 580, 1780, 655]
item-jha: [932, 1018, 1780, 1074]
header-line3: ই-ট্যাক্স ম্যানেজমেন্ট ইউনিট, ঢাকা।: [362, 60, 568, 79]
item-ta: [932, 1156, 1780, 1212]
cell-post: [80, 820, 259, 962]
item-kha: [932, 246, 1780, 283]
label: খ): [932, 247, 946, 263]
text: অনলাইনে আবেদন করতে কোন সমস্যা হলে টেলিটক নম্বর থেকে ১২১ অথবা alljobs.query@teletalk.com.bd ই-মেইল যোগাযোগ করা যাবে। এছাড়া টেলিটকের জবপোর্টাল এর ফেসবুক পেজ https://www.facebook.com/alljobsbdteletalk এ মেসেজ এর মাধ্যমে যোগাযোগ করা যাবে। (Mail/মেসেজ এর Subject-এ Organization Name: e-tax Management Unit, Post Name: * * *, Applicant's User ID ও Contact Number অবশ্যই উল্লেখ করতে হবে।): [976, 1078, 1780, 1150]
header-line2: কর কমিশনারের কার্যালয়: [373, 34, 557, 57]
post-grade: গ্রেড-১৪: [84, 574, 129, 590]
item-text: নিয়োগ সংক্রান্ত যে কোনো বিষয়ে নিয়োগকারী কর্তৃপক্ষের সিদ্ধান্তই চূড়ান্ত বলে গণ্য হবে।: [76, 1186, 505, 1202]
qualification: (খ) কম্পিউটার মুদ্রাক্ষরে প্রতি মিনিটে বাংলায় ২৫ শব্দ এবং ইংরেজিতে ৩০ শব্দের গতিসহ সংশ্লিষ্ট বিষয়ে Standard Aptitude Test এ উত্তীর্ণ হতে হবে।: [344, 319, 635, 369]
serial: ০৬।: [44, 823, 66, 839]
